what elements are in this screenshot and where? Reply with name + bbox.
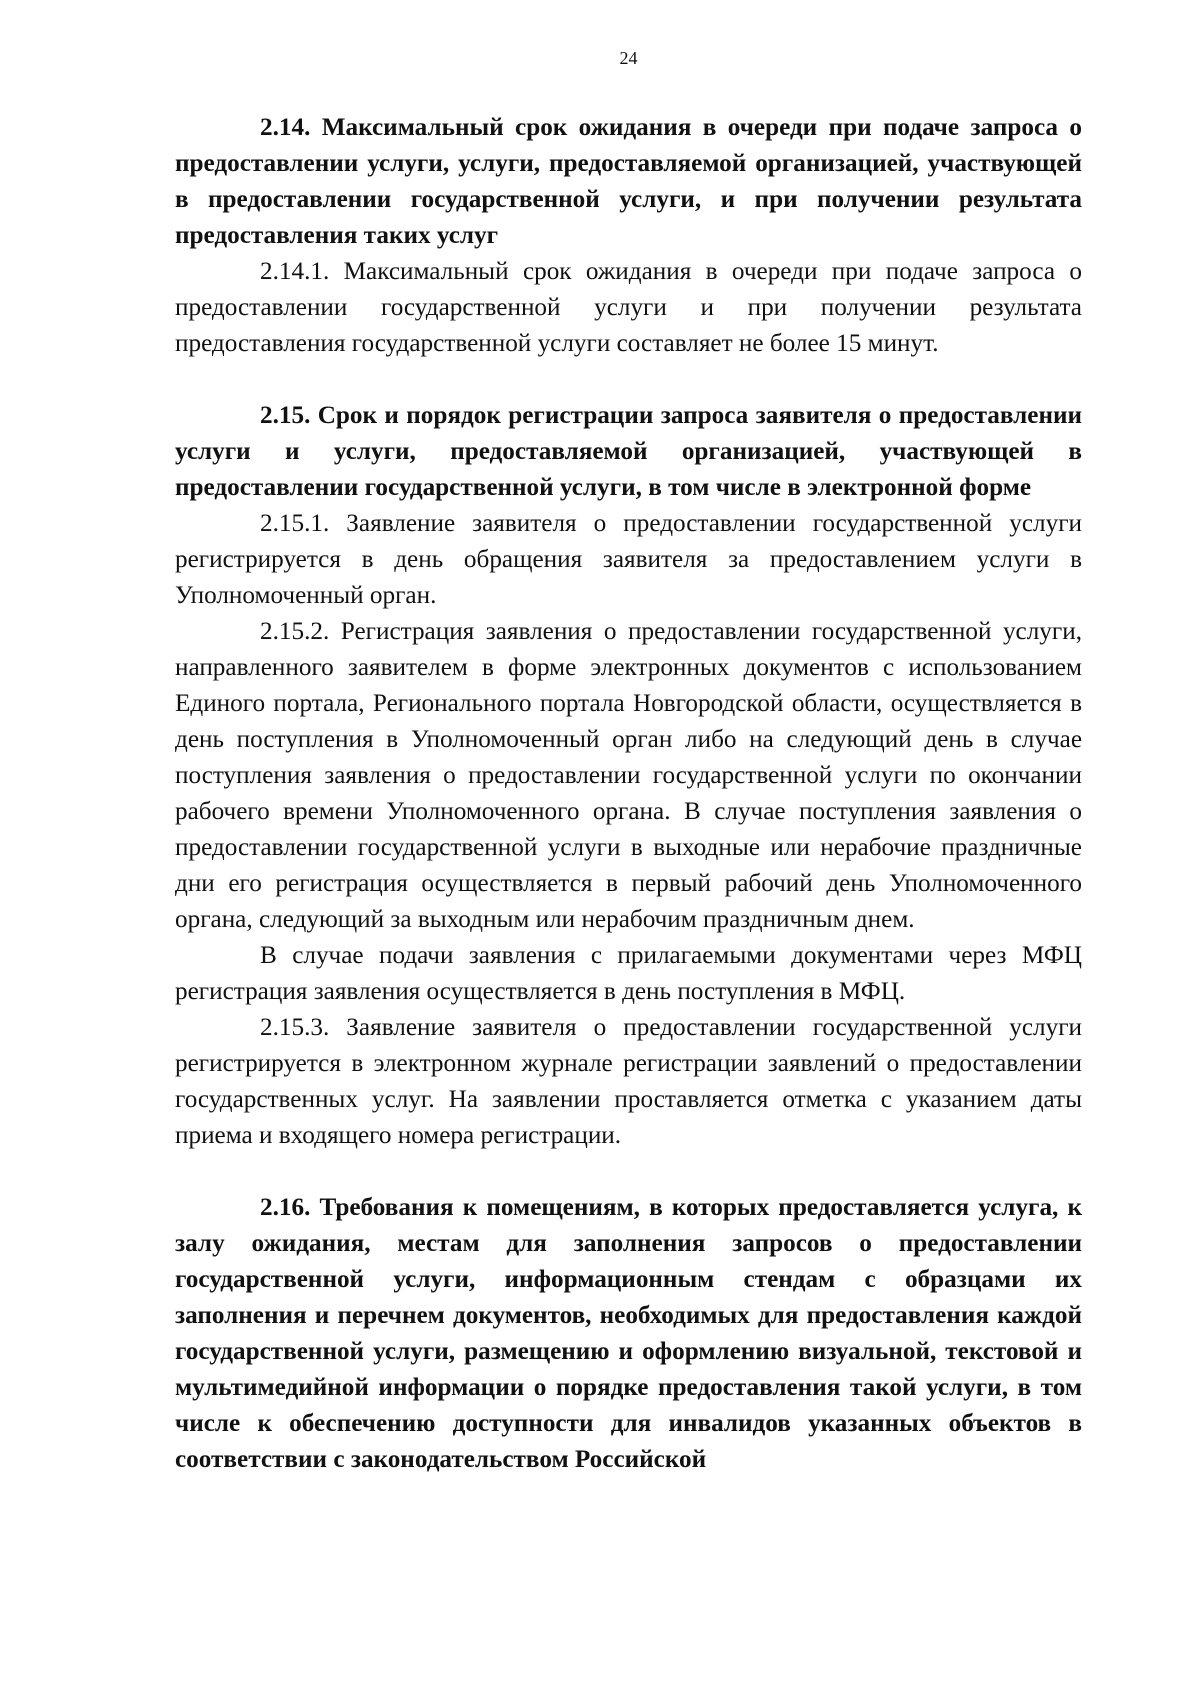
section-heading: 2.16. Требования к помещениям, в которых предоставляется услуга, к залу ожидания, местам для заполнения запросов о предоставлении государственной услуги, информационным стендам с образцами их заполнения и перечнем документов, необходимых для предоставления каждой государственной услуги, размещению и оформлению визуальной, текстовой и мультимедийной информации о порядке предоставления такой услуги, в том числе к обеспечению доступности для инвалидов указанных объектов в соответствии с законодательством Российской <box>175 1194 1082 1473</box>
page-number: 24 <box>619 48 638 68</box>
section-heading: 2.14. Максимальный срок ожидания в очереди при подаче запроса о предоставлении услуги, услуги, предоставляемой организацией, участвующей в предоставлении государственной услуги, и при получении результата предоставления таких услуг <box>175 114 1082 249</box>
paragraph: В случае подачи заявления с прилагаемыми документами через МФЦ регистрация заявления осуществляется в день поступления в МФЦ. <box>175 942 1082 1005</box>
section-2-16 <box>175 1190 1082 1478</box>
section-2-15 <box>175 398 1082 1154</box>
paragraph: 2.15.3. Заявление заявителя о предоставлении государственной услуги регистрируется в электронном журнале регистрации заявлений о предоставлении государственных услуг. На заявлении проставляется отметка с указанием даты приема и входящего номера регистрации. <box>175 1014 1082 1149</box>
section-2-14 <box>175 110 1082 362</box>
paragraph: 2.14.1. Максимальный срок ожидания в очереди при подаче запроса о предоставлении государственной услуги и при получении результата предоставления государственной услуги составляет не более 15 минут. <box>175 258 1082 357</box>
paragraph: 2.15.1. Заявление заявителя о предоставлении государственной услуги регистрируется в день обращения заявителя за предоставлением услуги в Уполномоченный орган. <box>175 510 1082 609</box>
section-heading: 2.15. Срок и порядок регистрации запроса заявителя о предоставлении услуги и услуги, предоставляемой организацией, участвующей в предоставлении государственной услуги, в том числе в электронной форме <box>175 402 1082 501</box>
document-body <box>175 110 1082 1478</box>
paragraph: 2.15.2. Регистрация заявления о предоставлении государственной услуги, направленного заявителем в форме электронных документов с использованием Единого портала, Регионального портала Новгородской области, осуществляется в день поступления в Уполномоченный орган либо на следующий день в случае поступления заявления о предоставлении государственной услуги по окончании рабочего времени Уполномоченного органа. В случае поступления заявления о предоставлении государственной услуги в выходные или нерабочие праздничные дни его регистрация осуществляется в первый рабочий день Уполномоченного органа, следующий за выходным или нерабочим праздничным днем. <box>175 618 1082 933</box>
